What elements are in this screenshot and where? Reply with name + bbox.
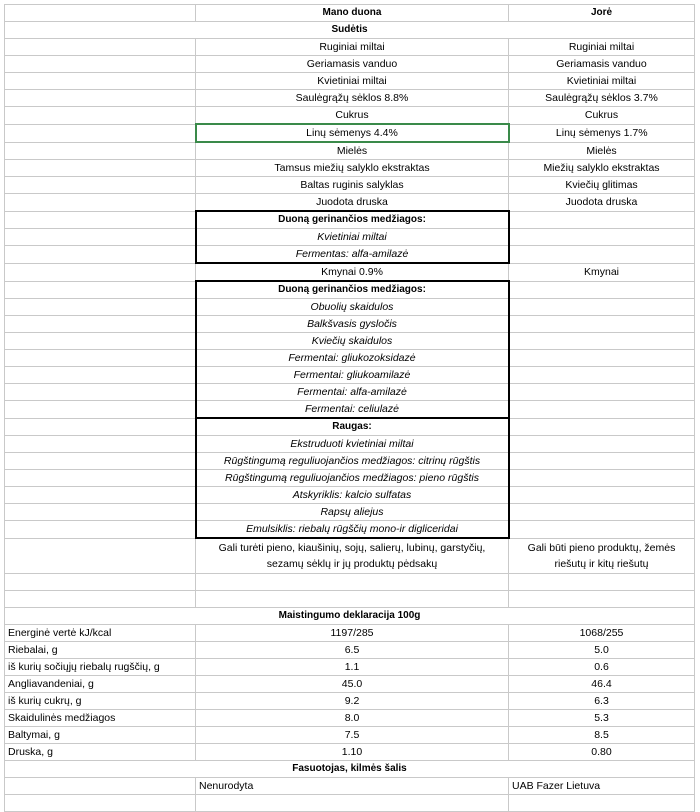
section-title-composition[interactable]: Sudėtis: [5, 22, 695, 39]
improver-item[interactable]: Fermentai: celiulazė: [196, 401, 509, 419]
table-row: [5, 676, 695, 693]
cell[interactable]: [509, 316, 695, 333]
cell[interactable]: 5.0: [509, 642, 695, 659]
nutrient-label[interactable]: Energinė vertė kJ/kcal: [5, 625, 196, 642]
cell[interactable]: Cukrus: [509, 107, 695, 125]
cell[interactable]: [5, 90, 196, 107]
cell[interactable]: 1.1: [196, 659, 509, 676]
cell[interactable]: [509, 453, 695, 470]
table-row: [5, 142, 695, 160]
cell[interactable]: Kmynai 0.9%: [196, 263, 509, 281]
table-row: [5, 246, 695, 264]
table-row: [5, 401, 695, 419]
cell[interactable]: [196, 574, 509, 591]
sourdough-item[interactable]: Rūgštingumą reguliuojančios medžiagos: citrinų rūgštis: [196, 453, 509, 470]
nutrient-label[interactable]: Riebalai, g: [5, 642, 196, 659]
cell[interactable]: [509, 418, 695, 436]
nutrient-label[interactable]: iš kurių cukrų, g: [5, 693, 196, 710]
cell[interactable]: Tamsus miežių salyklo ekstraktas: [196, 160, 509, 177]
table-row: [5, 39, 695, 56]
improver-title[interactable]: Duoną gerinančios medžiagos:: [196, 281, 509, 299]
table-row: [5, 693, 695, 710]
sourdough-item[interactable]: Rapsų aliejus: [196, 504, 509, 521]
table-row: [5, 194, 695, 212]
improver-item[interactable]: Fermentai: alfa-amilazė: [196, 384, 509, 401]
cell[interactable]: [5, 418, 196, 436]
cell[interactable]: [5, 107, 196, 125]
cell[interactable]: Geriamasis vanduo: [509, 56, 695, 73]
cell[interactable]: 1197/285: [196, 625, 509, 642]
cell[interactable]: [509, 401, 695, 419]
table-row: [5, 263, 695, 281]
cell[interactable]: 8.5: [509, 727, 695, 744]
cell[interactable]: [5, 574, 196, 591]
cell[interactable]: 1068/255: [509, 625, 695, 642]
cell[interactable]: 46.4: [509, 676, 695, 693]
table-row: [5, 350, 695, 367]
cell[interactable]: 1.10: [196, 744, 509, 761]
cell[interactable]: [5, 367, 196, 384]
table-row: [5, 299, 695, 316]
improver-title[interactable]: Duoną gerinančios medžiagos:: [196, 211, 509, 229]
table-row: [5, 418, 695, 436]
sourdough-item[interactable]: Emulsiklis: riebalų rūgščių mono-ir digliceridai: [196, 521, 509, 539]
sourdough-item[interactable]: Atskyriklis: kalcio sulfatas: [196, 487, 509, 504]
cell[interactable]: [5, 591, 196, 608]
cell[interactable]: [509, 470, 695, 487]
header-row: [5, 5, 695, 22]
cell[interactable]: Ruginiai miltai: [196, 39, 509, 56]
table-row: [5, 56, 695, 73]
improver-item[interactable]: Balkšvasis gysločis: [196, 316, 509, 333]
comparison-spreadsheet: [4, 4, 695, 812]
table-row: [5, 436, 695, 453]
cell[interactable]: [5, 795, 196, 812]
cell[interactable]: [5, 350, 196, 367]
cell[interactable]: [5, 73, 196, 90]
cell[interactable]: [5, 538, 196, 574]
cell[interactable]: Kvietiniai miltai: [509, 73, 695, 90]
allergen-note-jore[interactable]: Gali būti pieno produktų, žemės riešutų ir kitų riešutų: [509, 538, 695, 574]
table-row: [5, 229, 695, 246]
cell[interactable]: [5, 177, 196, 194]
cell[interactable]: 5.3: [509, 710, 695, 727]
column-header-mano-duona[interactable]: Mano duona: [196, 5, 509, 22]
column-header-jore[interactable]: Jorė: [509, 5, 695, 22]
cell[interactable]: [509, 487, 695, 504]
cell[interactable]: [5, 333, 196, 350]
cell[interactable]: [509, 211, 695, 229]
table-row: [5, 504, 695, 521]
table-row: [5, 727, 695, 744]
cell[interactable]: Saulėgrąžų sėklos 3.7%: [509, 90, 695, 107]
cell[interactable]: 6.3: [509, 693, 695, 710]
table-row: [5, 124, 695, 142]
cell[interactable]: [5, 5, 196, 22]
section-title-packer[interactable]: Fasuotojas, kilmės šalis: [5, 761, 695, 778]
cell[interactable]: Mielės: [196, 142, 509, 160]
cell[interactable]: [5, 39, 196, 56]
nutrient-label[interactable]: Druska, g: [5, 744, 196, 761]
cell[interactable]: [196, 591, 509, 608]
cell[interactable]: Mielės: [509, 142, 695, 160]
cell[interactable]: [5, 281, 196, 299]
table-row: [5, 316, 695, 333]
cell[interactable]: [5, 504, 196, 521]
table-row: [5, 160, 695, 177]
section-row: [5, 22, 695, 39]
improver-item[interactable]: Kviečių skaidulos: [196, 333, 509, 350]
table-row: [5, 778, 695, 795]
cell[interactable]: [5, 124, 196, 142]
cell[interactable]: [5, 778, 196, 795]
cell[interactable]: 7.5: [196, 727, 509, 744]
cell[interactable]: [509, 229, 695, 246]
table-row: [5, 367, 695, 384]
cell[interactable]: Kviečių glitimas: [509, 177, 695, 194]
cell[interactable]: Ruginiai miltai: [509, 39, 695, 56]
cell[interactable]: [509, 246, 695, 264]
table-row: [5, 384, 695, 401]
table-row: [5, 90, 695, 107]
selected-cell[interactable]: Linų sėmenys 4.4%: [196, 124, 509, 142]
cell[interactable]: Cukrus: [196, 107, 509, 125]
cell[interactable]: Kmynai: [509, 263, 695, 281]
table-row: [5, 574, 695, 591]
sourdough-item[interactable]: Ekstruduoti kvietiniai miltai: [196, 436, 509, 453]
sourdough-title[interactable]: Raugas:: [196, 418, 509, 436]
table-row: [5, 795, 695, 812]
nutrient-label[interactable]: Baltymai, g: [5, 727, 196, 744]
table-row: [5, 281, 695, 299]
cell[interactable]: [509, 591, 695, 608]
cell[interactable]: [5, 470, 196, 487]
table-row: [5, 710, 695, 727]
table-row: [5, 333, 695, 350]
cell[interactable]: Geriamasis vanduo: [196, 56, 509, 73]
table-row: [5, 211, 695, 229]
table-row: [5, 453, 695, 470]
cell[interactable]: [196, 795, 509, 812]
table-row: [5, 642, 695, 659]
cell[interactable]: Linų sėmenys 1.7%: [509, 124, 695, 142]
cell[interactable]: [509, 795, 695, 812]
cell[interactable]: [5, 263, 196, 281]
table-row: [5, 591, 695, 608]
cell[interactable]: [5, 401, 196, 419]
table-row: [5, 538, 695, 574]
allergen-note-mano-duona[interactable]: Gali turėti pieno, kiaušinių, sojų, salierų, lubinų, garstyčių, sezamų sėklų ir jų produktų pėdsakų: [196, 538, 509, 574]
cell[interactable]: Juodota druska: [509, 194, 695, 212]
cell[interactable]: [5, 316, 196, 333]
cell[interactable]: [5, 299, 196, 316]
cell[interactable]: [5, 487, 196, 504]
cell[interactable]: [5, 160, 196, 177]
table-row: [5, 744, 695, 761]
cell[interactable]: 8.0: [196, 710, 509, 727]
table-row: [5, 73, 695, 90]
cell[interactable]: Baltas ruginis salyklas: [196, 177, 509, 194]
table-row: [5, 487, 695, 504]
cell[interactable]: [5, 453, 196, 470]
cell[interactable]: [5, 229, 196, 246]
cell[interactable]: [5, 436, 196, 453]
cell[interactable]: Kvietiniai miltai: [196, 73, 509, 90]
packer-jore[interactable]: UAB Fazer Lietuva: [509, 778, 695, 795]
improver-item[interactable]: Fermentas: alfa-amilazė: [196, 246, 509, 264]
cell[interactable]: 0.80: [509, 744, 695, 761]
table-row: [5, 177, 695, 194]
cell[interactable]: 45.0: [196, 676, 509, 693]
cell[interactable]: 0.6: [509, 659, 695, 676]
table-row: [5, 470, 695, 487]
improver-item[interactable]: Fermentai: gliukozoksidazė: [196, 350, 509, 367]
packer-mano-duona[interactable]: Nenurodyta: [196, 778, 509, 795]
cell[interactable]: Miežių salyklo ekstraktas: [509, 160, 695, 177]
table-row: [5, 625, 695, 642]
cell[interactable]: [509, 574, 695, 591]
cell[interactable]: [509, 436, 695, 453]
nutrient-label[interactable]: Skaidulinės medžiagos: [5, 710, 196, 727]
cell[interactable]: [509, 367, 695, 384]
table-row: [5, 107, 695, 125]
improver-item[interactable]: Kvietiniai miltai: [196, 229, 509, 246]
improver-item[interactable]: Obuolių skaidulos: [196, 299, 509, 316]
table-row: [5, 659, 695, 676]
cell[interactable]: [5, 194, 196, 212]
cell[interactable]: [5, 384, 196, 401]
section-row: [5, 608, 695, 625]
cell[interactable]: [509, 504, 695, 521]
nutrient-label[interactable]: Angliavandeniai, g: [5, 676, 196, 693]
cell[interactable]: [509, 333, 695, 350]
cell[interactable]: Juodota druska: [196, 194, 509, 212]
nutrient-label[interactable]: iš kurių sočiųjų riebalų rugščių, g: [5, 659, 196, 676]
table-row: [5, 521, 695, 539]
sourdough-item[interactable]: Rūgštingumą reguliuojančios medžiagos: pieno rūgštis: [196, 470, 509, 487]
cell[interactable]: 6.5: [196, 642, 509, 659]
cell[interactable]: [5, 211, 196, 229]
section-title-nutrition[interactable]: Maistingumo deklaracija 100g: [5, 608, 695, 625]
cell[interactable]: 9.2: [196, 693, 509, 710]
cell[interactable]: [5, 142, 196, 160]
cell[interactable]: [5, 246, 196, 264]
cell[interactable]: [5, 56, 196, 73]
cell[interactable]: [509, 350, 695, 367]
section-row: [5, 761, 695, 778]
cell[interactable]: [509, 384, 695, 401]
cell[interactable]: [509, 521, 695, 539]
cell[interactable]: [509, 281, 695, 299]
cell[interactable]: [5, 521, 196, 539]
cell[interactable]: Saulėgrąžų sėklos 8.8%: [196, 90, 509, 107]
improver-item[interactable]: Fermentai: gliukoamilazė: [196, 367, 509, 384]
cell[interactable]: [509, 299, 695, 316]
